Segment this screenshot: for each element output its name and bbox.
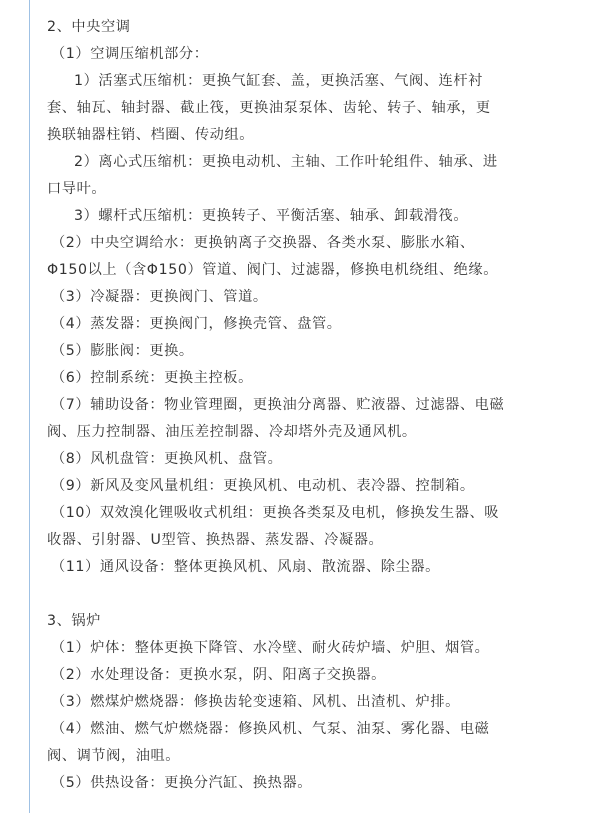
paragraph-line: （7）辅助设备：物业管理圈，更换油分离器、贮液器、过滤器、电磁 xyxy=(51,397,505,413)
paragraph-line: 收器、引射器、U型管、换热器、蒸发器、冷凝器。 xyxy=(47,532,384,548)
paragraph-line: （10）双效溴化锂吸收式机组：更换各类泵及电机，修换发生器、吸 xyxy=(51,505,500,521)
paragraph-line: （4）蒸发器：更换阀门，修换壳管、盘管。 xyxy=(51,316,342,332)
paragraph-line: （11）通风设备：整体更换风机、风扇、散流器、除尘器。 xyxy=(51,559,440,575)
paragraph-line: 换联轴器柱销、档圈、传动组。 xyxy=(47,127,255,143)
section-heading-hvac: 2、中央空调 xyxy=(47,19,131,35)
paragraph-line: （3）冷凝器：更换阀门、管道。 xyxy=(51,289,268,305)
paragraph-line: 阀、调节阀，油咀。 xyxy=(47,748,181,764)
paragraph-line: 套、轴瓦、轴封器、截止筏，更换油泵泵体、齿轮、转子、轴承，更 xyxy=(47,100,491,116)
paragraph-line: （5）供热设备：更换分汽缸、换热器。 xyxy=(51,775,313,791)
paragraph-line: （3）燃煤炉燃烧器：修换齿轮变速箱、风机、出渣机、炉排。 xyxy=(51,694,460,710)
paragraph-line: （1）炉体：整体更换下降管、水冷壁、耐火砖炉墙、炉胆、烟管。 xyxy=(51,640,490,656)
paragraph-line: 阀、压力控制器、油压差控制器、冷却塔外壳及通风机。 xyxy=(47,424,417,440)
section-heading-boiler: 3、锅炉 xyxy=(47,613,101,629)
paragraph-line: （6）控制系统：更换主控板。 xyxy=(51,370,253,386)
document-body xyxy=(47,14,575,797)
paragraph-line: （2）中央空调给水：更换钠离子交换器、各类水泵、膨胀水箱、 xyxy=(51,235,475,251)
paragraph-line: 2）离心式压缩机：更换电动机、主轴、工作叶轮组件、轴承、进 xyxy=(74,154,498,170)
paragraph-line: 口导叶。 xyxy=(47,181,107,197)
paragraph-line: （4）燃油、燃气炉燃烧器：修换风机、气泵、油泵、雾化器、电磁 xyxy=(51,721,490,737)
paragraph-line: 3）螺杆式压缩机：更换转子、平衡活塞、轴承、卸载滑筏。 xyxy=(74,208,469,224)
subsection-compressor: （1）空调压缩机部分： xyxy=(51,46,209,62)
paragraph-line: （9）新风及变风量机组：更换风机、电动机、表冷器、控制箱。 xyxy=(51,478,475,494)
paragraph-line: （8）风机盘管：更换风机、盘管。 xyxy=(51,451,283,467)
paragraph-line: （2）水处理设备：更换水泵，阴、阳离子交换器。 xyxy=(51,667,386,683)
paragraph-line: （5）膨胀阀：更换。 xyxy=(51,343,194,359)
section-spacer xyxy=(47,581,575,608)
paragraph-line: Φ150以上（含Φ150）管道、阀门、过滤器，修换电机绕组、绝缘。 xyxy=(47,262,498,278)
paragraph-line: 1）活塞式压缩机：更换气缸套、盖，更换活塞、气阀、连杆衬 xyxy=(74,73,483,89)
